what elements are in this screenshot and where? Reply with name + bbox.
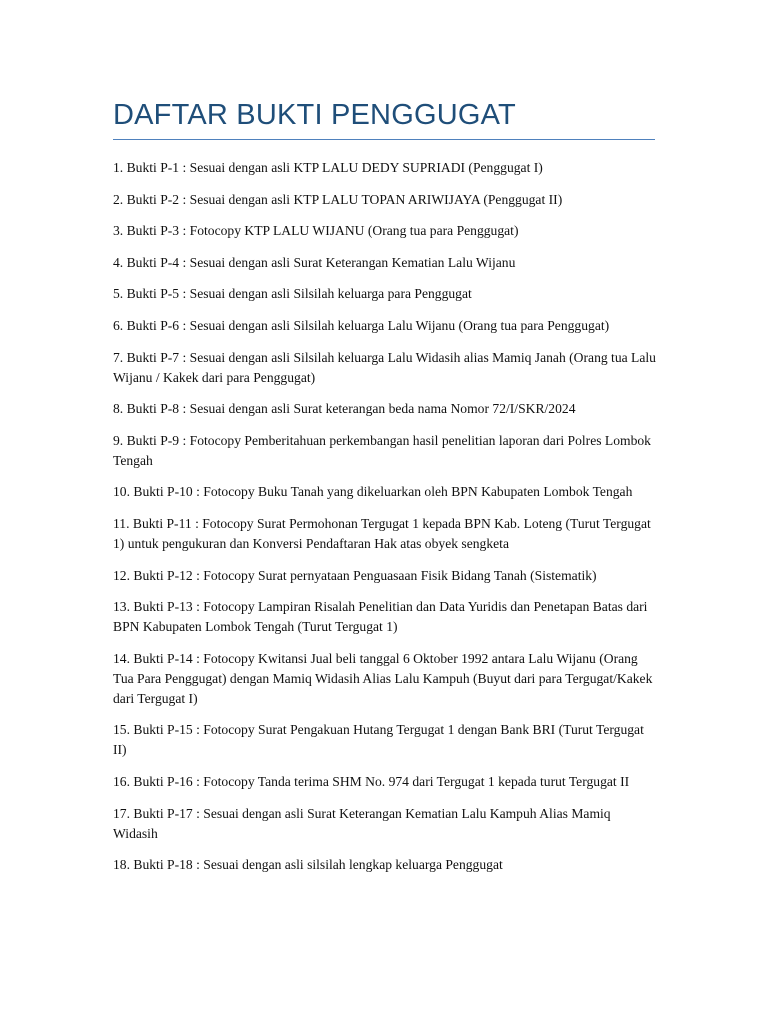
evidence-item: 4. Bukti P-4 : Sesuai dengan asli Surat Keterangan Kematian Lalu Wijanu <box>113 254 516 270</box>
evidence-item: 12. Bukti P-12 : Fotocopy Surat pernyataan Penguasaan Fisik Bidang Tanah (Sistematik) <box>113 567 597 583</box>
evidence-item: 1. Bukti P-1 : Sesuai dengan asli KTP LALU DEDY SUPRIADI (Penggugat I) <box>113 160 543 175</box>
evidence-item: 15. Bukti P-15 : Fotocopy Surat Pengakuan Hutang Tergugat 1 dengan Bank BRI (Turut Tergugat II) <box>113 722 644 758</box>
evidence-item: 9. Bukti P-9 : Fotocopy Pemberitahuan perkembangan hasil penelitian laporan dari Polres Lombok Tengah <box>113 432 651 468</box>
evidence-item: 7. Bukti P-7 : Sesuai dengan asli Silsilah keluarga Lalu Widasih alias Mamiq Janah (Orang tua Lalu Wijanu / Kakek dari para Penggugat) <box>113 349 656 385</box>
document-page <box>113 98 658 887</box>
evidence-item: 13. Bukti P-13 : Fotocopy Lampiran Risalah Penelitian dan Data Yuridis dan Penetapan Batas dari BPN Kabupaten Lombok Tengah (Turut Tergugat 1) <box>113 599 648 635</box>
evidence-item: 16. Bukti P-16 : Fotocopy Tanda terima SHM No. 974 dari Tergugat 1 kepada turut Tergugat II <box>113 773 630 789</box>
evidence-item: 11. Bukti P-11 : Fotocopy Surat Permohonan Tergugat 1 kepada BPN Kab. Loteng (Turut Tergugat 1) untuk pengukuran dan Konversi Pendaftaran Hak atas obyek sengketa <box>113 515 651 551</box>
evidence-item: 10. Bukti P-10 : Fotocopy Buku Tanah yang dikeluarkan oleh BPN Kabupaten Lombok Tengah <box>113 484 633 500</box>
title-underline <box>113 139 655 140</box>
evidence-item: 5. Bukti P-5 : Sesuai dengan asli Silsilah keluarga para Penggugat <box>113 286 472 302</box>
evidence-item: 14. Bukti P-14 : Fotocopy Kwitansi Jual beli tanggal 6 Oktober 1992 antara Lalu Wijanu (Orang Tua Para Penggugat) dengan Mamiq Widasih Alias Lalu Kampuh (Buyut dari para Tergugat/Kakek dari Tergugat I) <box>113 650 653 706</box>
evidence-item: 18. Bukti P-18 : Sesuai dengan asli silsilah lengkap keluarga Penggugat <box>113 857 503 873</box>
evidence-item: 6. Bukti P-6 : Sesuai dengan asli Silsilah keluarga Lalu Wijanu (Orang tua para Penggugat) <box>113 317 610 333</box>
document-title: DAFTAR BUKTI PENGGUGAT <box>113 99 516 131</box>
evidence-item: 3. Bukti P-3 : Fotocopy KTP LALU WIJANU (Orang tua para Penggugat) <box>113 223 519 239</box>
evidence-item: 2. Bukti P-2 : Sesuai dengan asli KTP LALU TOPAN ARIWIJAYA (Penggugat II) <box>113 191 563 207</box>
evidence-item: 8. Bukti P-8 : Sesuai dengan asli Surat keterangan beda nama Nomor 72/I/SKR/2024 <box>113 401 576 417</box>
evidence-list <box>113 158 658 875</box>
evidence-item: 17. Bukti P-17 : Sesuai dengan asli Surat Keterangan Kematian Lalu Kampuh Alias Mamiq Widasih <box>113 805 611 841</box>
